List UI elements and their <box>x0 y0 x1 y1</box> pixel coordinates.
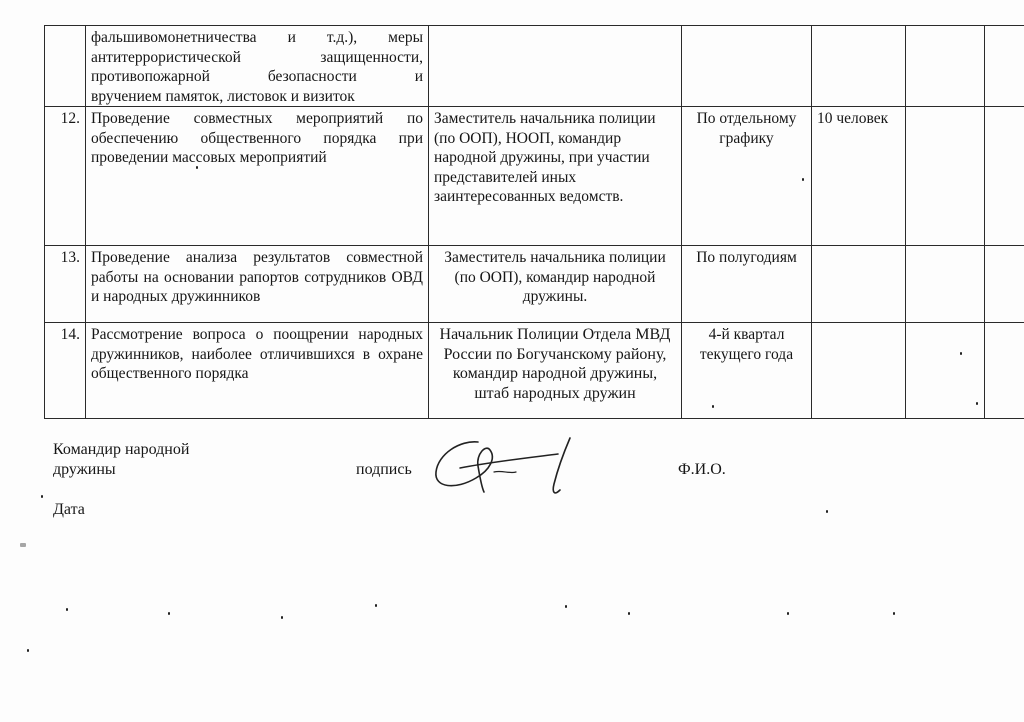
cell-mark <box>985 107 1024 246</box>
activity-line: фальшивомонетничества и т.д.), меры <box>91 29 423 46</box>
scan-speck <box>712 405 714 408</box>
cell-forces <box>812 323 906 419</box>
cell-term <box>682 26 812 107</box>
cell-forces <box>812 246 906 323</box>
cell-forces <box>812 26 906 107</box>
table-row-continuation <box>45 26 1024 107</box>
scan-speck <box>168 612 170 615</box>
cell-mark <box>906 246 985 323</box>
scan-speck <box>802 178 804 181</box>
activity-line: антитеррористической защищенности, <box>91 48 423 66</box>
cell-activity: Проведение анализа результатов совместной работы на основании рапортов сотрудников ОВД и народных дружинников <box>86 246 429 323</box>
cell-mark <box>985 323 1024 419</box>
scan-speck <box>66 608 68 611</box>
scan-speck <box>893 612 895 615</box>
events-plan-table <box>44 25 1024 419</box>
cell-number: 13. <box>45 246 86 323</box>
activity-line: вручением памяток, листовок и визиток <box>91 87 355 105</box>
signature-label: подпись <box>356 461 412 478</box>
commander-label-line2: дружины <box>53 461 116 478</box>
scan-speck <box>20 543 26 547</box>
cell-mark <box>906 323 985 419</box>
cell-responsible <box>429 26 682 107</box>
cell-term: По отдельному графику <box>682 107 812 246</box>
cell-number <box>45 26 86 107</box>
activity-line: противопожарной безопасности и <box>91 68 423 85</box>
handwritten-signature <box>430 432 580 500</box>
table-row <box>45 107 1024 246</box>
cell-responsible: Заместитель начальника полиции (по ООП), командир народной дружины. <box>429 246 682 323</box>
cell-term: 4-й квартал текущего года <box>682 323 812 419</box>
commander-label <box>53 440 273 480</box>
cell-mark <box>906 26 985 107</box>
cell-number: 12. <box>45 107 86 246</box>
cell-mark <box>906 107 985 246</box>
scan-speck <box>281 616 283 619</box>
scan-speck <box>826 510 828 513</box>
cell-number: 14. <box>45 323 86 419</box>
table-row <box>45 323 1024 419</box>
scan-speck <box>565 605 567 608</box>
scan-speck <box>960 352 962 355</box>
fio-label: Ф.И.О. <box>678 461 726 478</box>
date-label: Дата <box>53 501 85 518</box>
scan-speck <box>27 649 29 652</box>
scan-speck <box>375 604 377 607</box>
cell-activity-continuation <box>86 26 429 107</box>
cell-activity: Рассмотрение вопроса о поощрении народных дружинников, наиболее отличившихся в охране общественного порядка <box>86 323 429 419</box>
table-row <box>45 246 1024 323</box>
scan-speck <box>976 402 978 405</box>
cell-term: По полугодиям <box>682 246 812 323</box>
cell-activity: Проведение совместных мероприятий по обеспечению общественного порядка при проведении массовых мероприятий <box>86 107 429 246</box>
cell-mark <box>985 246 1024 323</box>
cell-forces: 10 человек <box>812 107 906 246</box>
scan-speck <box>41 495 43 498</box>
cell-responsible: Заместитель начальника полиции (по ООП), НООП, командир народной дружины, при участии представителей иных заинтересованных ведомств. <box>429 107 682 246</box>
scan-speck <box>628 612 630 615</box>
scan-speck <box>787 612 789 615</box>
commander-label-line1: Командир народной <box>53 441 190 458</box>
cell-mark <box>985 26 1024 107</box>
scan-speck <box>196 166 198 169</box>
cell-responsible: Начальник Полиции Отдела МВД России по Богучанскому району, командир народной дружины, штаб народных дружин <box>429 323 682 419</box>
